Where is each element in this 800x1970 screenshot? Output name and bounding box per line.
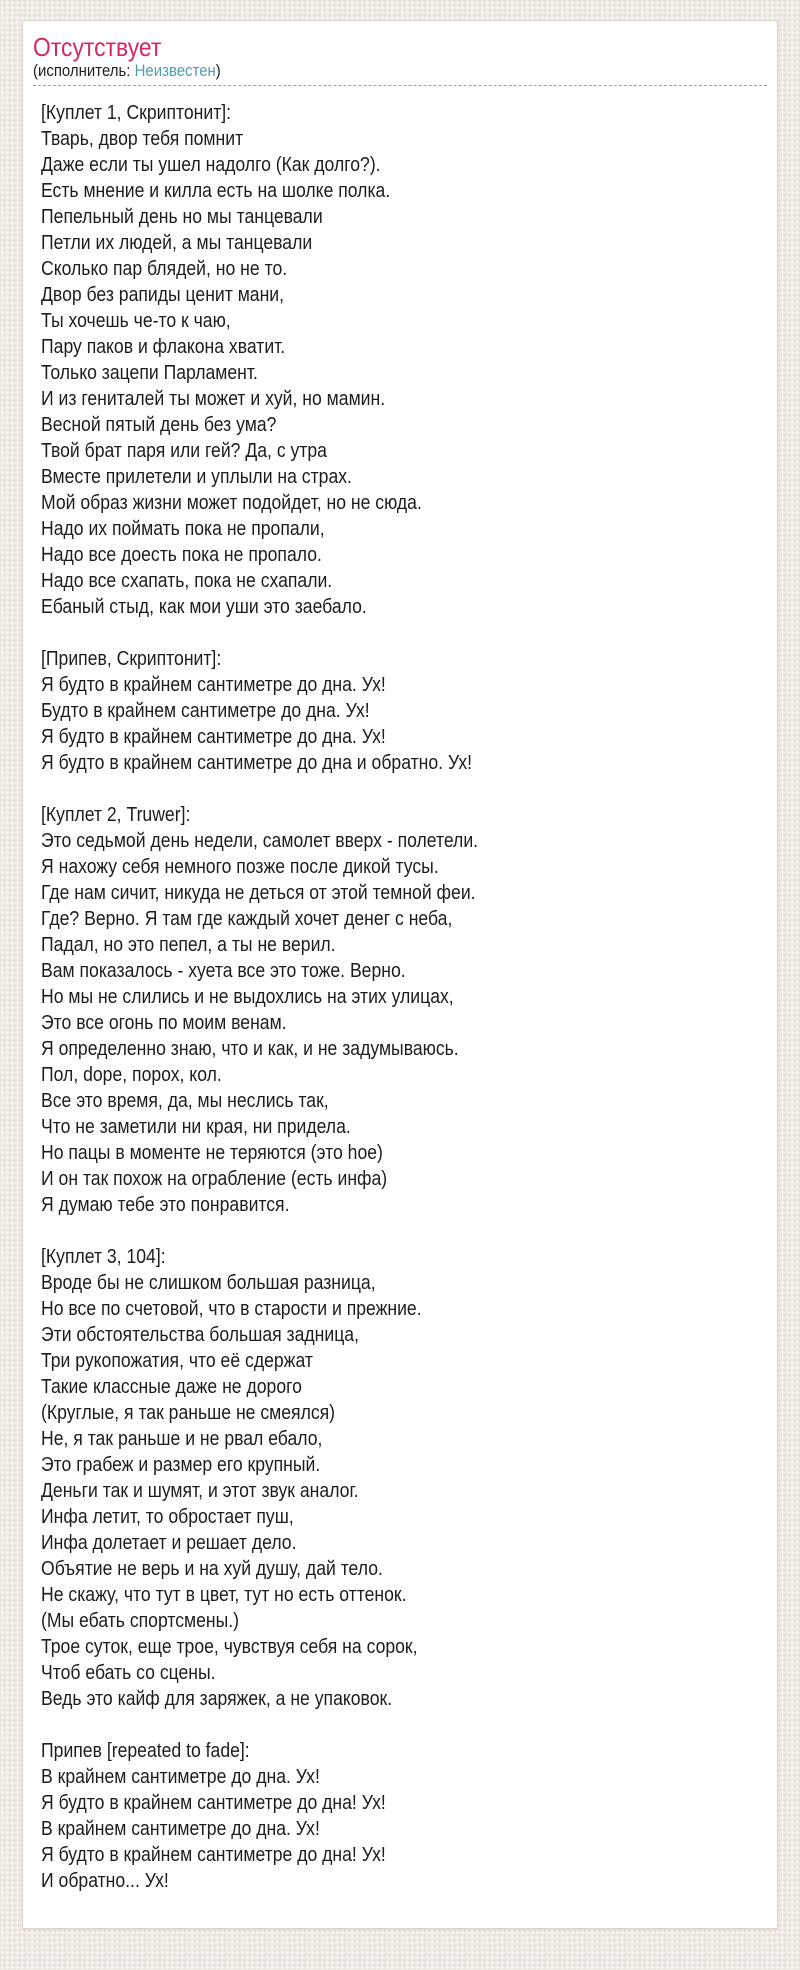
lyrics-block [41,802,767,1218]
lyric-line: Сколько пар блядей, но не то. [41,258,288,280]
lyrics-block [41,1738,767,1894]
lyric-line: Припев [repeated to fade]: [41,1740,250,1762]
lyric-line: Только зацепи Парламент. [41,362,258,384]
lyric-line: Вам показалось - хуета все это тоже. Верно. [41,960,406,982]
lyric-line: Эти обстоятельства большая задница, [41,1324,359,1346]
lyrics-block [41,100,767,620]
lyric-line: Объятие не верь и на хуй душу, дай тело. [41,1558,383,1580]
lyric-line: Двор без рапиды ценит мани, [41,284,285,306]
lyric-line: Где? Верно. Я там где каждый хочет денег с неба, [41,908,453,930]
lyric-line: Что не заметили ни края, ни придела. [41,1116,351,1138]
lyric-line: Весной пятый день без ума? [41,414,277,436]
lyric-line: Это грабеж и размер его крупный. [41,1454,321,1476]
lyric-line: Есть мнение и килла есть на шолке полка. [41,180,391,202]
lyric-line: (Мы ебать спортсмены.) [41,1610,240,1632]
lyric-line: Пару паков и флакона хватит. [41,336,286,358]
lyric-line: Это все огонь по моим венам. [41,1012,287,1034]
artist-label-close: ) [215,61,221,80]
lyric-line: Надо все схапать, пока не схапали. [41,570,333,592]
lyric-line: Такие классные даже не дорого [41,1376,302,1398]
lyric-line: (Круглые, я так раньше не смеялся) [41,1402,336,1424]
lyric-line: Инфа летит, то обростает пуш, [41,1506,294,1528]
lyric-line: Это седьмой день недели, самолет вверх - полетели. [41,830,479,852]
lyric-line: Пепельный день но мы танцевали [41,206,323,228]
lyric-line: Твой брат паря или гей? Да, с утра [41,440,327,462]
lyric-line: Я будто в крайнем сантиметре до дна и обратно. Ух! [41,752,473,774]
lyric-line: Петли их людей, а мы танцевали [41,232,313,254]
lyric-line: В крайнем сантиметре до дна. Ух! [41,1818,320,1840]
lyric-line: [Куплет 3, 104]: [41,1246,166,1268]
page-background [0,20,800,1970]
lyric-line: [Куплет 2, Truwer]: [41,804,191,826]
lyric-line: Но все по счетовой, что в старости и прежние. [41,1298,422,1320]
lyric-line: Я думаю тебе это понравится. [41,1194,290,1216]
song-title: Отсутствует [33,32,162,62]
lyrics-text [33,86,767,1894]
lyric-line: Будто в крайнем сантиметре до дна. Ух! [41,700,370,722]
lyric-line: И из гениталей ты может и хуй, но мамин. [41,388,386,410]
lyric-line: Падал, но это пепел, а ты не верил. [41,934,336,956]
lyric-line: Я будто в крайнем сантиметре до дна. Ух! [41,674,386,696]
lyric-line: Где нам сичит, никуда не деться от этой темной феи. [41,882,476,904]
lyrics-block [41,646,767,776]
lyric-line: Не, я так раньше и не рвал ебало, [41,1428,323,1450]
lyric-line: Я будто в крайнем сантиметре до дна. Ух! [41,726,386,748]
lyric-line: Тварь, двор тебя помнит [41,128,244,150]
lyric-line: Вместе прилетели и уплыли на страх. [41,466,352,488]
artist-link[interactable]: Неизвестен [134,61,216,80]
lyric-line: И обратно... Ух! [41,1870,169,1892]
lyric-line: Надо все доесть пока не пропало. [41,544,322,566]
lyric-line: Трое суток, еще трое, чувствуя себя на сорок, [41,1636,418,1658]
lyric-line: Ебаный стыд, как мои уши это заебало. [41,596,367,618]
lyric-line: Но пацы в моменте не теряются (это hoe) [41,1142,383,1164]
lyric-line: Мой образ жизни может подойдет, но не сюда. [41,492,422,514]
lyric-line: Я будто в крайнем сантиметре до дна! Ух! [41,1844,386,1866]
lyric-line: [Куплет 1, Скриптонит]: [41,102,232,124]
lyric-line: Все это время, да, мы неслись так, [41,1090,329,1112]
lyric-line: Пол, dope, порох, кол. [41,1064,222,1086]
lyric-line: Ведь это кайф для заряжек, а не упаковок. [41,1688,393,1710]
lyric-line: Я определенно знаю, что и как, и не задумываюсь. [41,1038,459,1060]
artist-label: (исполнитель: [33,61,135,80]
lyric-line: В крайнем сантиметре до дна. Ух! [41,1766,320,1788]
lyric-line: Но мы не слились и не выдохлись на этих улицах, [41,986,454,1008]
artist-line [33,61,767,81]
lyric-line: Инфа долетает и решает дело. [41,1532,297,1554]
lyrics-card [22,20,778,1929]
lyric-line: Не скажу, что тут в цвет, тут но есть оттенок. [41,1584,407,1606]
lyric-line: Три рукопожатия, что её сдержат [41,1350,313,1372]
lyric-line: Я будто в крайнем сантиметре до дна! Ух! [41,1792,386,1814]
lyric-line: [Припев, Скриптонит]: [41,648,222,670]
lyric-line: Чтоб ебать со сцены. [41,1662,216,1684]
lyric-line: Вроде бы не слишком большая разница, [41,1272,376,1294]
lyric-line: Даже если ты ушел надолго (Как долго?). [41,154,381,176]
lyrics-block [41,1244,767,1712]
lyric-line: Надо их поймать пока не пропали, [41,518,325,540]
lyric-line: Я нахожу себя немного позже после дикой тусы. [41,856,439,878]
lyric-line: И он так похож на ограбление (есть инфа) [41,1168,388,1190]
lyric-line: Деньги так и шумят, и этот звук аналог. [41,1480,359,1502]
song-header [33,33,767,86]
lyric-line: Ты хочешь че-то к чаю, [41,310,231,332]
